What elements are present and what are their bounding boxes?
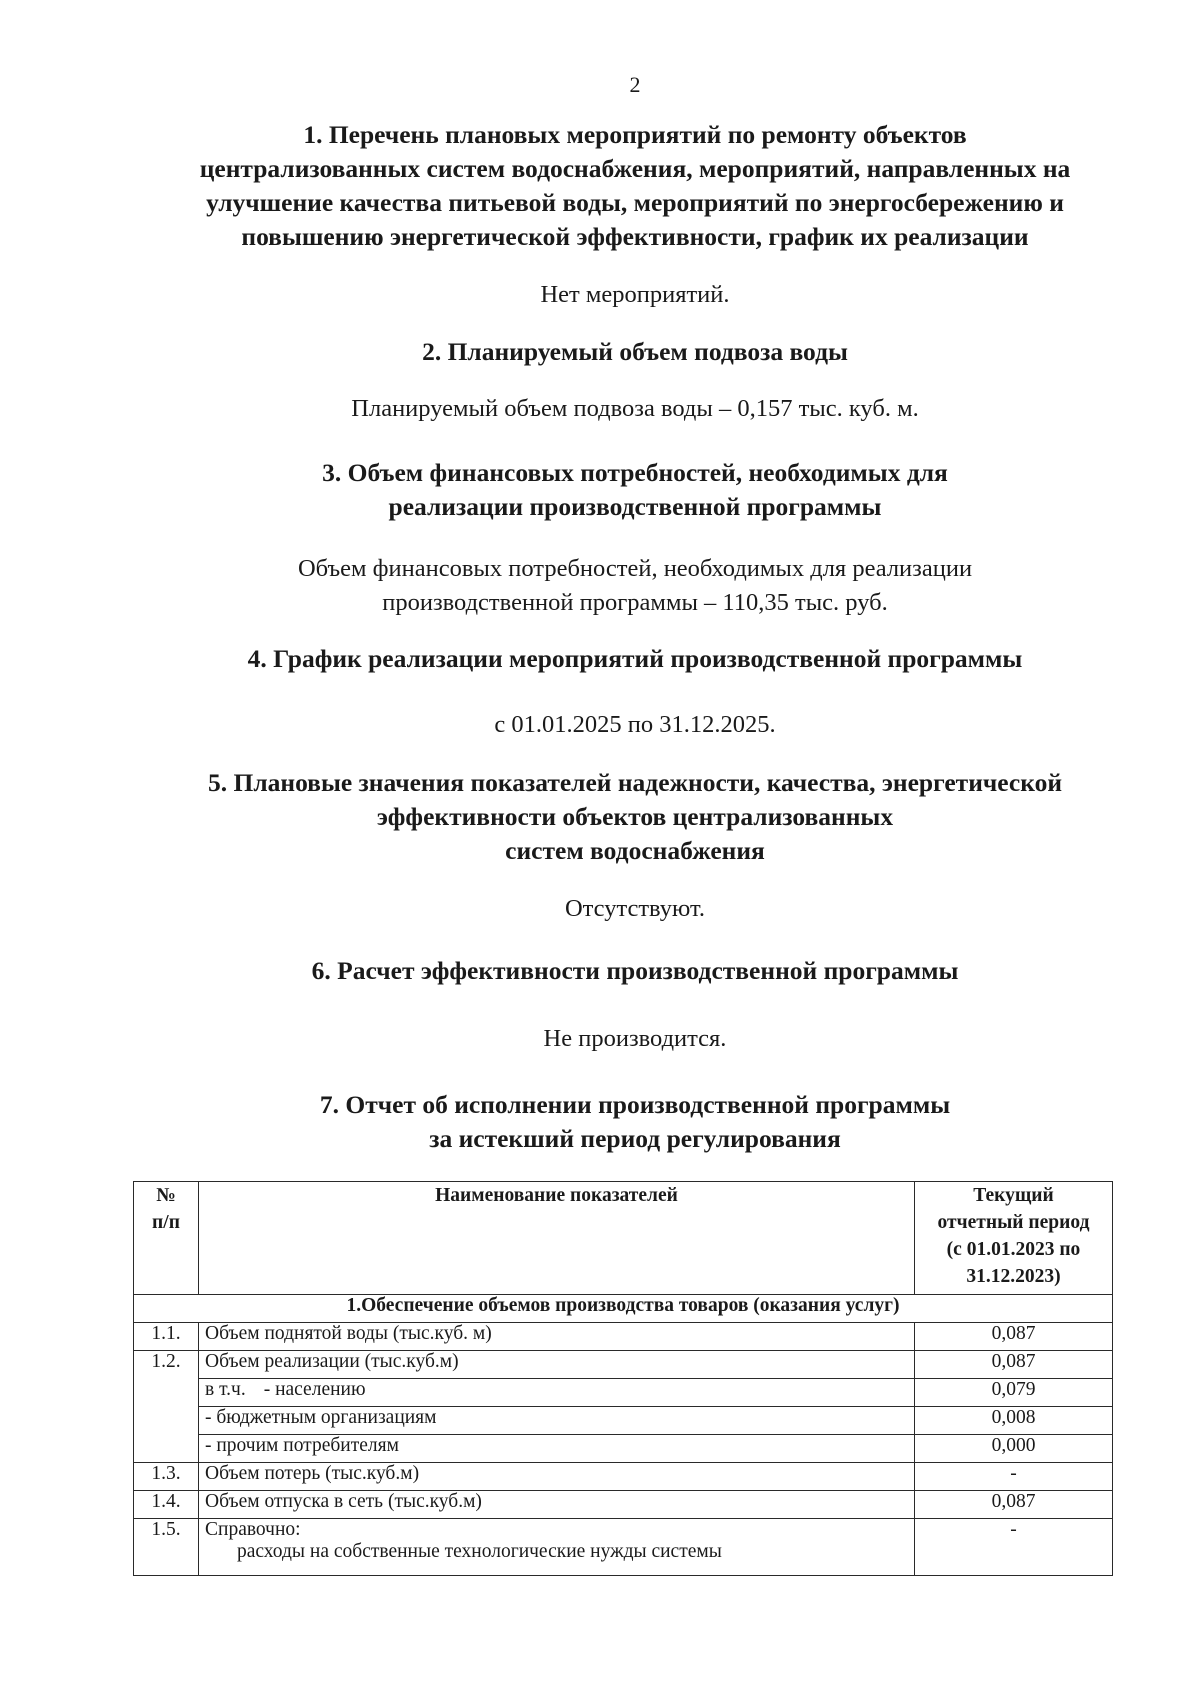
table-row xyxy=(134,1491,1113,1519)
table-row xyxy=(134,1463,1113,1491)
page-number: 2 xyxy=(629,72,641,97)
table-row xyxy=(134,1519,1113,1576)
section-3-body: Объем финансовых потребностей, необходимых для реализации производственной программы – 110,35 тыс. руб. xyxy=(297,555,973,616)
row-name: Объем реализации (тыс.куб.м) xyxy=(199,1351,915,1379)
table-row xyxy=(134,1407,1113,1435)
table-header-row xyxy=(134,1182,1113,1295)
section-1-heading: 1. Перечень плановых мероприятий по ремонту объектов централизованных систем водоснабжения, мероприятий, направленных на улучшение качества питьевой воды, мероприятий по энергосбережению и повышению энергетической эффективности, график их реализации xyxy=(199,120,1071,251)
section-5-heading: 5. Плановые значения показателей надежности, качества, энергетической эффективности объектов централизованных систем водоснабжения xyxy=(207,768,1063,865)
row-name: - бюджетным организациям xyxy=(199,1407,915,1435)
section-4-heading: 4. График реализации мероприятий производственной программы xyxy=(247,644,1023,673)
row-value: 0,087 xyxy=(915,1351,1113,1379)
row-number: 1.4. xyxy=(134,1491,199,1519)
row-value: 0,087 xyxy=(915,1491,1113,1519)
row-name xyxy=(199,1379,915,1407)
row-number: 1.5. xyxy=(134,1519,199,1576)
row-number: 1.1. xyxy=(134,1323,199,1351)
section-1-body: Нет мероприятий. xyxy=(540,281,730,308)
section-4-body: с 01.01.2025 по 31.12.2025. xyxy=(494,711,776,738)
row-name: Объем потерь (тыс.куб.м) xyxy=(199,1463,915,1491)
table-row xyxy=(134,1435,1113,1463)
row-name: Объем отпуска в сеть (тыс.куб.м) xyxy=(199,1491,915,1519)
section-6-body: Не производится. xyxy=(543,1025,727,1052)
row-value: 0,000 xyxy=(915,1435,1113,1463)
table-section-row xyxy=(134,1295,1113,1323)
header-indicator-name: Наименование показателей xyxy=(199,1182,915,1295)
row-name: - прочим потребителям xyxy=(199,1435,915,1463)
table-row xyxy=(134,1323,1113,1351)
section-2-heading: 2. Планируемый объем подвоза воды xyxy=(422,337,848,366)
section-3-heading: 3. Объем финансовых потребностей, необходимых для реализации производственной программы xyxy=(322,458,948,521)
row-value: - xyxy=(915,1519,1113,1576)
section-2-body: Планируемый объем подвоза воды – 0,157 тыс. куб. м. xyxy=(351,395,919,422)
header-number: № п/п xyxy=(134,1182,199,1295)
row-value: - xyxy=(915,1463,1113,1491)
report-table xyxy=(133,1181,1113,1576)
section-6-heading: 6. Расчет эффективности производственной программы xyxy=(311,956,959,985)
table-row xyxy=(134,1351,1113,1379)
header-period: Текущий отчетный период (с 01.01.2023 по 31.12.2023) xyxy=(915,1182,1113,1295)
section-5-body: Отсутствуют. xyxy=(564,895,706,922)
row-value: 0,008 xyxy=(915,1407,1113,1435)
row-name: Объем поднятой воды (тыс.куб. м) xyxy=(199,1323,915,1351)
row-number: 1.3. xyxy=(134,1463,199,1491)
row-value: 0,079 xyxy=(915,1379,1113,1407)
row-subname: - населению xyxy=(263,1379,366,1400)
row-name: Справочно: расходы на собственные технологические нужды системы xyxy=(199,1519,915,1576)
row-prefix: в т.ч. xyxy=(205,1379,246,1400)
row-number: 1.2. xyxy=(134,1351,199,1463)
table-row xyxy=(134,1379,1113,1407)
section-7-heading: 7. Отчет об исполнении производственной программы за истекший период регулирования xyxy=(319,1090,951,1153)
row-value: 0,087 xyxy=(915,1323,1113,1351)
table-section-title: 1.Обеспечение объемов производства товаров (оказания услуг) xyxy=(134,1295,1113,1323)
